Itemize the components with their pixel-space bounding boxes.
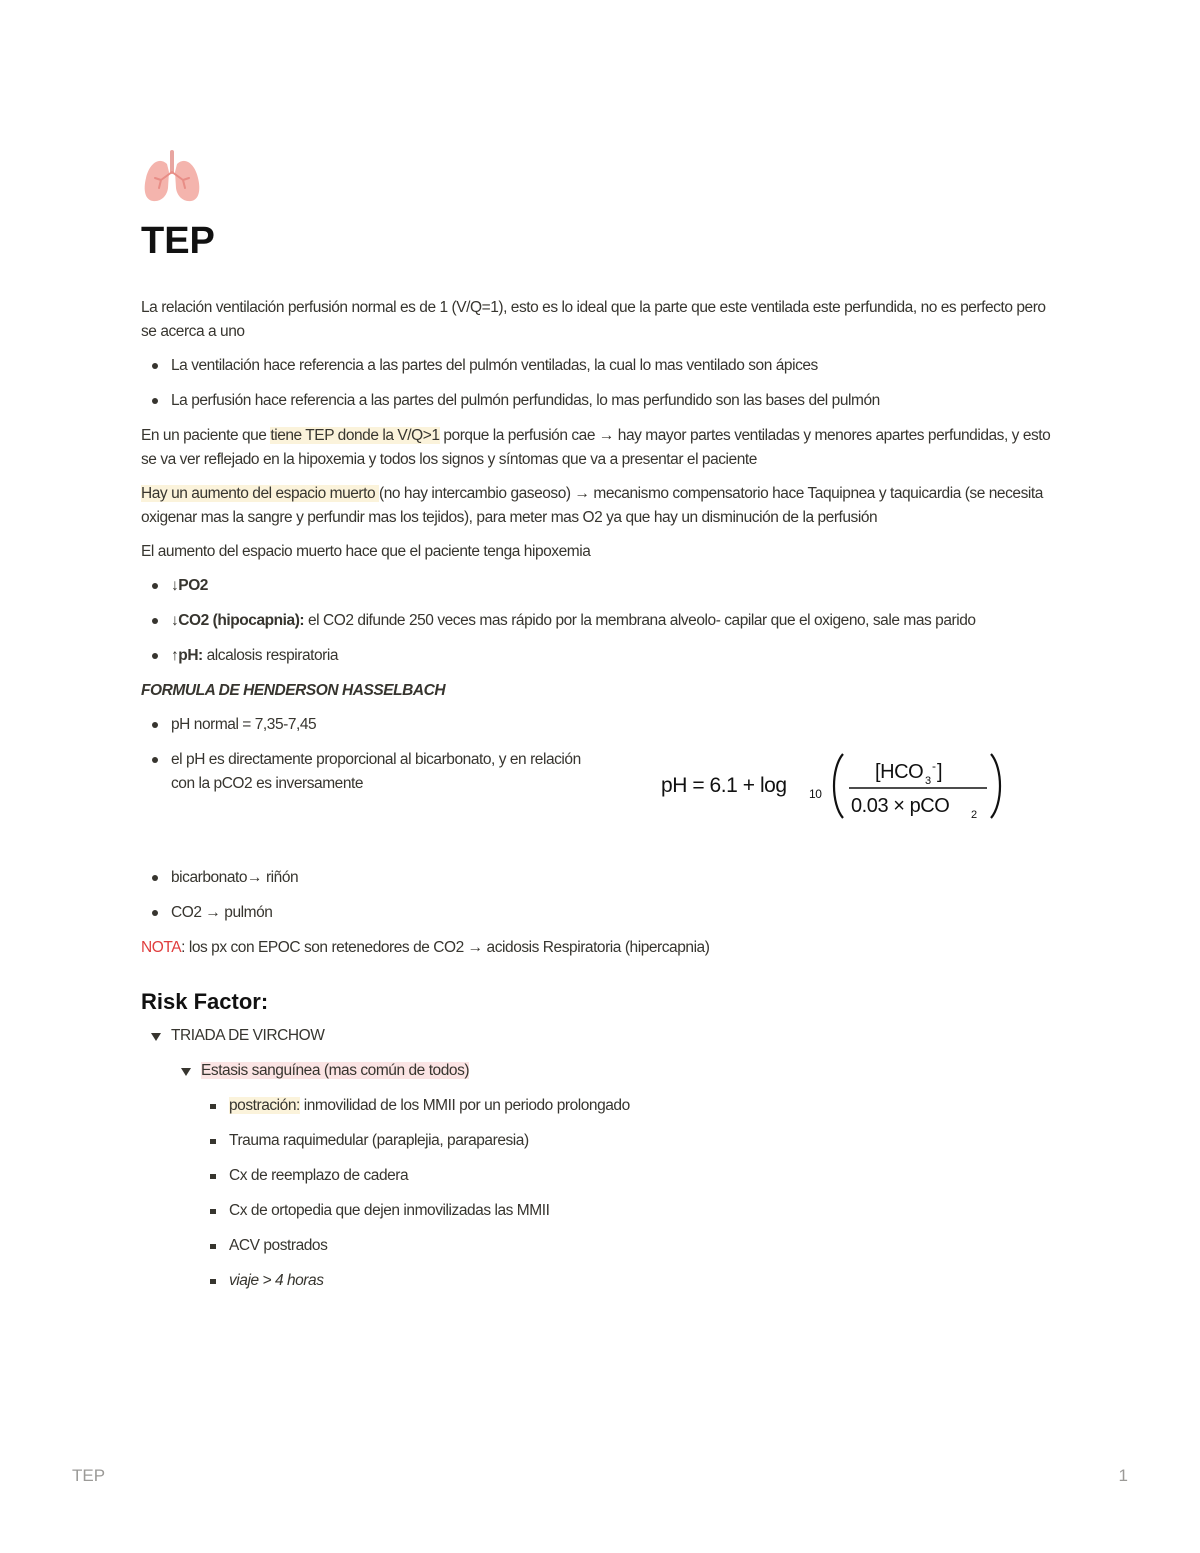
list-item xyxy=(199,1094,1061,1118)
gas-text: el CO2 difunde 250 veces mas rápido por la membrana alveolo- capilar que el oxigeno, sale mas parido xyxy=(304,612,976,629)
paragraph-hypoxemia: El aumento del espacio muerto hace que el paciente tenga hipoxemia xyxy=(141,543,591,560)
highlight-postracion: postración: xyxy=(229,1097,300,1114)
triangle-down-icon[interactable] xyxy=(181,1067,191,1077)
bullet-list-ph-2 xyxy=(141,748,601,807)
toggle-virchow[interactable] xyxy=(141,1024,1061,1048)
list-item: viaje > 4 horas xyxy=(199,1269,1061,1293)
highlight-dead-space: Hay un aumento del espacio muerto xyxy=(141,485,380,502)
bullet-list-organs xyxy=(141,866,1061,925)
lungs-icon xyxy=(141,150,203,204)
gas-label: ↓PO2 xyxy=(171,577,208,594)
paragraph-vq-ratio: La relación ventilación perfusión normal es de 1 (V/Q=1), esto es lo ideal que la parte que este ventilada este perfundida, no es perfecto pero se acerca a uno xyxy=(141,299,1046,340)
left-paren xyxy=(834,754,843,818)
formula-denominator: 0.03 × pCO xyxy=(851,795,950,817)
right-paren xyxy=(991,754,1000,818)
gas-label: ↑pH: xyxy=(171,647,203,664)
text-span: En un paciente que xyxy=(141,427,271,444)
risk-factor-heading: Risk Factor: xyxy=(141,989,269,1014)
bullet-list-vq xyxy=(141,354,1061,413)
list-item: Cx de reemplazo de cadera xyxy=(199,1164,1061,1188)
list-item: Cx de ortopedia que dejen inmovilizadas las MMII xyxy=(199,1199,1061,1223)
list-item: Trauma raquimedular (paraplejia, paraparesia) xyxy=(199,1129,1061,1153)
list-item xyxy=(141,574,1061,598)
gas-text: alcalosis respiratoria xyxy=(202,647,339,664)
list-item: ACV postrados xyxy=(199,1234,1061,1258)
nota-label: NOTA xyxy=(141,939,182,956)
formula-den-sub: 2 xyxy=(971,809,977,821)
formula-num-close: ] xyxy=(937,761,943,783)
list-item: pH normal = 7,35-7,45 xyxy=(141,713,1061,737)
highlight-tep: tiene TEP donde la V/Q>1 xyxy=(270,427,440,444)
list-item: el pH es directamente proporcional al bicarbonato, y en relación con la pCO2 es inversamente xyxy=(141,748,601,796)
list-item: La perfusión hace referencia a las partes del pulmón perfundidas, lo mas perfundido son las bases del pulmón xyxy=(141,389,1061,413)
bullet-list-gases xyxy=(141,574,1061,668)
page-title: TEP xyxy=(141,220,215,262)
formula-lhs: pH = 6.1 + log xyxy=(661,774,787,797)
item-text: inmovilidad de los MMII por un periodo prolongado xyxy=(299,1097,630,1114)
list-item: La ventilación hace referencia a las partes del pulmón ventiladas, la cual lo mas ventilado son ápices xyxy=(141,354,1061,378)
formula-num-sup: - xyxy=(932,759,936,773)
formula-numerator: [HCO xyxy=(875,761,924,783)
formula-row xyxy=(141,748,1061,858)
estasis-list xyxy=(199,1094,1061,1293)
henderson-hasselbalch-formula xyxy=(661,748,1041,858)
list-item: CO2 → pulmón xyxy=(141,901,1061,925)
text-span: porque la perfusión cae → hay mayor partes ventiladas y menores apartes perfundidas, y esto se va ver reflejado en la hipoxemia y todos los signos y síntomas que va a presentar el paciente xyxy=(141,427,1051,468)
paragraph-tep xyxy=(141,424,1061,472)
page-number: 1 xyxy=(1118,1466,1128,1485)
page-body xyxy=(141,296,1061,1304)
footer-title: TEP xyxy=(72,1466,106,1485)
formula-log-sub: 10 xyxy=(809,787,822,801)
gas-label: ↓CO2 (hipocapnia): xyxy=(171,612,305,629)
nota-paragraph xyxy=(141,936,1061,960)
bullet-list-ph xyxy=(141,713,1061,737)
nota-text: : los px con EPOC son retenedores de CO2 → acidosis Respiratoria (hipercapnia) xyxy=(181,939,710,956)
paragraph-dead-space xyxy=(141,482,1061,530)
formula-heading: FORMULA DE HENDERSON HASSELBACH xyxy=(141,682,446,699)
toggle-label: TRIADA DE VIRCHOW xyxy=(171,1027,325,1044)
list-item xyxy=(141,644,1061,668)
toggle-label: Estasis sanguínea (mas común de todos) xyxy=(201,1062,470,1079)
list-item xyxy=(141,609,1061,633)
text-span: (no hay intercambio gaseoso) → mecanismo compensatorio hace Taquipnea y taquicardia (se necesita oxigenar mas la sangre y perfundir mas los tejidos), para meter mas O2 ya que hay un disminución de la perfusión xyxy=(141,485,1043,526)
toggle-estasis[interactable] xyxy=(171,1059,1061,1083)
triangle-down-icon[interactable] xyxy=(151,1032,161,1042)
list-item: bicarbonato→ riñón xyxy=(141,866,1061,890)
formula-num-sub: 3 xyxy=(925,775,931,787)
